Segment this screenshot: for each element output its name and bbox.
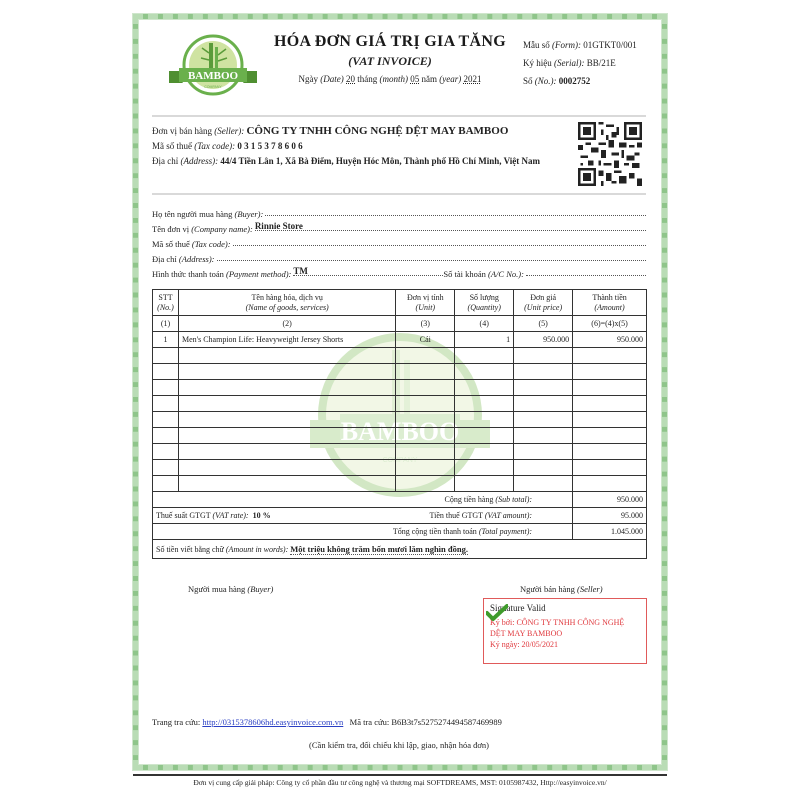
invoice-meta xyxy=(523,36,637,90)
invoice-title: HÓA ĐƠN GIÁ TRỊ GIA TĂNG xyxy=(274,33,506,50)
seller-name: CÔNG TY TNHH CÔNG NGHỆ DỆT MAY BAMBOO xyxy=(246,125,509,137)
subtotal-value: 950.000 xyxy=(573,492,647,508)
cell-name: Men's Champion Life: Heavyweight Jersey Shorts xyxy=(178,332,395,348)
table-row-empty xyxy=(153,476,647,492)
seller-address: 44/4 Tiền Lân 1, Xã Bà Điểm, Huyện Hóc Môn, Thành phố Hồ Chí Minh, Việt Nam xyxy=(220,156,540,166)
seller-signature-label: Người bán hàng (Seller) xyxy=(520,584,603,594)
buyer-tax-row: Mã số thuế (Tax code): xyxy=(152,234,646,249)
buyer-address-row: Địa chỉ (Address): xyxy=(152,249,646,264)
total-row: Tổng cộng tiền thanh toán (Total payment): 1.045.000 xyxy=(153,524,647,540)
col-header-name: Tên hàng hóa, dịch vụ (Name of goods, services) xyxy=(178,290,395,316)
table-column-index-row: (1) (2) (3) (4) (5) (6)=(4)x(5) xyxy=(153,316,647,332)
buyer-name-row: Họ tên người mua hàng (Buyer): xyxy=(152,204,646,219)
vat-row: Thuế suất GTGT (VAT rate): 10 % Tiền thuế GTGT (VAT amount): 95.000 xyxy=(153,508,647,524)
amount-in-words-row: Số tiền viết bằng chữ (Amount in words): Một triệu không trăm bốn mươi lăm nghìn đồng. xyxy=(153,540,647,559)
table-row-empty xyxy=(153,396,647,412)
table-row xyxy=(153,332,647,348)
buyer-company-field: Rinnie Store xyxy=(255,221,646,231)
checkmark-icon xyxy=(486,604,508,622)
col-header-qty: Số lượng (Quantity) xyxy=(455,290,514,316)
invoice-date: Ngày (Date) 20 tháng (month) 05 năm (year) 2021 xyxy=(298,74,482,84)
signature-status: Signature Valid xyxy=(490,603,546,613)
date-year: 2021 xyxy=(463,74,482,84)
date-day: 20 xyxy=(346,74,355,84)
amount-in-words: Một triệu không trăm bốn mươi lăm nghìn đồng. xyxy=(290,544,468,554)
provider-footer: Đơn vị cung cấp giải pháp: Công ty cổ phần đầu tư công nghệ và thương mại SOFTDREAMS, MST: 0105987432, Http://easyinvoice.vn/ xyxy=(193,778,607,787)
table-row-empty xyxy=(153,412,647,428)
cell-no: 1 xyxy=(153,332,179,348)
date-month: 05 xyxy=(410,74,420,84)
col-header-no: STT (No.) xyxy=(153,290,179,316)
buyer-tax-field xyxy=(233,236,646,246)
table-header-row xyxy=(153,290,647,316)
vat-amount-value: 95.000 xyxy=(573,508,647,524)
buyer-name-field xyxy=(265,206,646,216)
seller-tax-row: Mã số thuế (Tax code): 0 3 1 5 3 7 8 6 0 6 xyxy=(152,141,303,151)
footer-divider xyxy=(133,774,667,776)
table-row-empty xyxy=(153,428,647,444)
signed-date: Ký ngày: 20/05/2021 xyxy=(490,640,558,649)
cell-qty: 1 xyxy=(455,332,514,348)
invoice-title-block xyxy=(270,33,510,84)
svg-text:BAMBOO: BAMBOO xyxy=(340,417,460,446)
table-row-empty xyxy=(153,364,647,380)
qr-code xyxy=(578,122,642,186)
seller-address-row: Địa chỉ (Address): 44/4 Tiền Lân 1, Xã Bà Điểm, Huyện Hóc Môn, Thành phố Hồ Chí Minh, Việt Nam xyxy=(152,156,540,166)
buyer-signature-label: Người mua hàng (Buyer) xyxy=(188,584,274,594)
bamboo-logo xyxy=(165,33,261,103)
payment-method-field: TM xyxy=(293,266,443,276)
serial-number: Ký hiệu (Serial): BB/21E xyxy=(523,58,616,68)
buyer-info xyxy=(152,204,646,279)
lookup-url-link[interactable]: http://0315378606hd.easyinvoice.com.vn xyxy=(202,717,344,727)
col-header-amount: Thành tiền (Amount) xyxy=(573,290,647,316)
cell-price: 950.000 xyxy=(514,332,573,348)
cell-unit: Cái xyxy=(396,332,455,348)
seller-tax-code: 0 3 1 5 3 7 8 6 0 6 xyxy=(237,141,303,151)
cell-amount: 950.000 xyxy=(573,332,647,348)
total-value: 1.045.000 xyxy=(573,524,647,540)
col-header-price: Đơn giá (Unit price) xyxy=(514,290,573,316)
account-number-field xyxy=(526,266,646,276)
svg-text:COMPANY: COMPANY xyxy=(204,85,222,89)
logo-text: BAMBOO xyxy=(187,70,239,82)
lookup-info: Trang tra cứu: http://0315378606hd.easyinvoice.com.vn Mã tra cứu: B6B3t7s5275274494587469989 xyxy=(152,717,502,727)
seller-name-row: Đơn vị bán hàng (Seller): CÔNG TY TNHH CÔNG NGHỆ DỆT MAY BAMBOO xyxy=(152,125,509,137)
svg-text:COMPANY: COMPANY xyxy=(382,457,418,464)
col-header-unit: Đơn vị tính (Unit) xyxy=(396,290,455,316)
invoice-number: Số (No.): 0002752 xyxy=(523,76,591,86)
seller-info xyxy=(152,124,540,169)
table-row-empty xyxy=(153,460,647,476)
table-row-empty xyxy=(153,380,647,396)
signed-by: Ký bởi: CÔNG TY TNHH CÔNG NGHỆ DỆT MAY BAMBOO xyxy=(490,618,625,638)
divider xyxy=(152,115,646,117)
table-row-empty xyxy=(153,444,647,460)
buyer-payment-row: Hình thức thanh toán (Payment method): TM Số tài khoản (A/C No.): xyxy=(152,264,646,279)
vat-rate: Thuế suất GTGT (VAT rate): 10 % xyxy=(156,511,271,520)
invoice-subtitle: (VAT INVOICE) xyxy=(348,54,432,68)
form-number: Mẫu số (Form): 01GTKT0/001 xyxy=(523,40,637,50)
buyer-company-row: Tên đơn vị (Company name): Rinnie Store xyxy=(152,219,646,234)
verification-note: (Cần kiểm tra, đối chiếu khi lập, giao, nhận hóa đơn) xyxy=(309,740,489,750)
lookup-code: B6B3t7s5275274494587469989 xyxy=(391,717,502,727)
subtotal-row: Cộng tiền hàng (Sub total): 950.000 xyxy=(153,492,647,508)
divider xyxy=(152,193,646,195)
items-table xyxy=(152,289,647,559)
table-row-empty xyxy=(153,348,647,364)
buyer-address-field xyxy=(217,251,647,261)
